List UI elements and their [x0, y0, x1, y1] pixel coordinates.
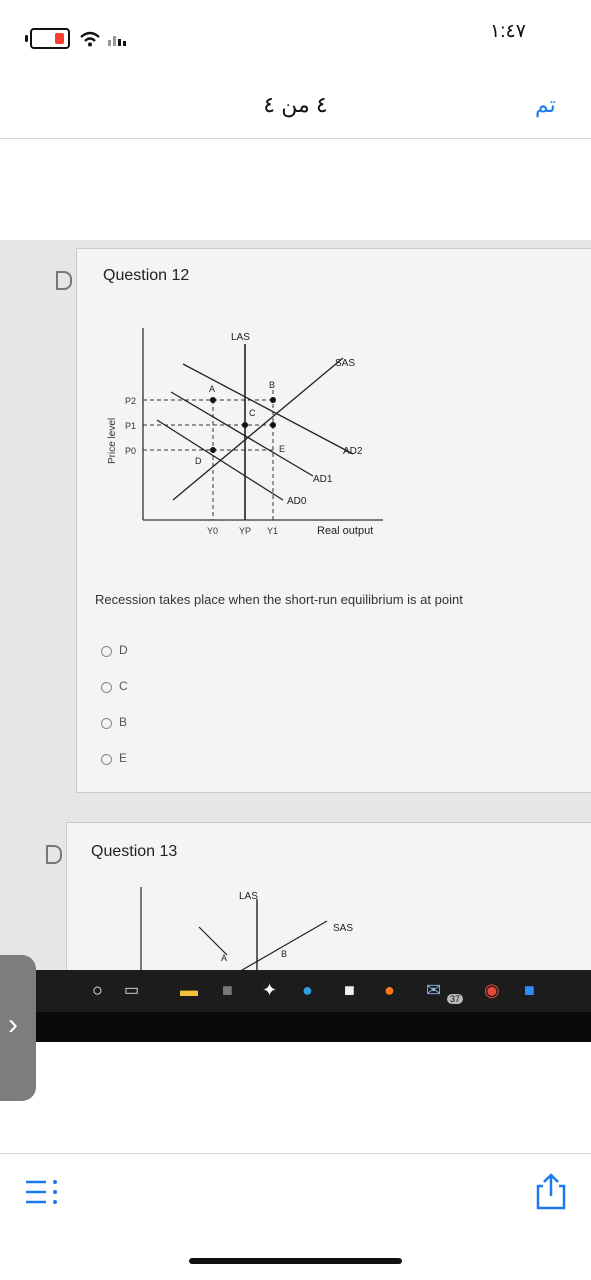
question-12-title: Question 12: [103, 267, 190, 284]
photo-image[interactable]: [0, 240, 591, 1042]
question-12-graph: [87, 304, 427, 539]
point-d-label: D: [195, 456, 202, 466]
ad2-label: AD2: [343, 446, 363, 457]
option-e-radio[interactable]: [101, 754, 112, 765]
nav-divider: [0, 138, 591, 139]
x-tick-y1: Y1: [267, 526, 279, 536]
question-12-prompt: Recession takes place when the short-run equilibrium is at point: [95, 592, 463, 607]
dropbox-icon[interactable]: ✦: [262, 980, 278, 1000]
question-13-graph: [127, 883, 427, 973]
point-a-label: A: [209, 384, 216, 394]
point-b-label: B: [269, 380, 276, 390]
q13-point-b-label: B: [281, 949, 288, 959]
option-d-label[interactable]: D: [119, 643, 128, 657]
battery-tip: [25, 35, 28, 42]
y-tick-p0: P0: [125, 446, 137, 456]
option-b-label[interactable]: B: [119, 715, 128, 729]
done-button[interactable]: تم: [535, 92, 556, 117]
option-b-radio[interactable]: [101, 718, 112, 729]
signal-wifi-icons: [78, 28, 138, 48]
chevron-right-icon[interactable]: ›: [8, 1008, 18, 1041]
toolbar-divider: [0, 1153, 591, 1154]
point-e-label: E: [279, 444, 286, 454]
file-explorer-icon[interactable]: ▬: [180, 980, 198, 1000]
lock-app-icon[interactable]: ■: [344, 980, 355, 1000]
share-icon[interactable]: [534, 1172, 568, 1212]
y-tick-p1: P1: [125, 421, 137, 431]
option-c-label[interactable]: C: [119, 679, 128, 693]
point-c-label: C: [249, 408, 256, 418]
ad1-curve: [171, 392, 313, 476]
q13-point-a-label: A: [221, 953, 228, 963]
home-indicator[interactable]: [189, 1258, 402, 1264]
store-icon[interactable]: ■: [222, 980, 233, 1000]
chrome-icon[interactable]: ◉: [484, 980, 500, 1000]
q13-las-label: LAS: [239, 891, 258, 902]
side-panel-tab[interactable]: [0, 955, 36, 1101]
option-e-label[interactable]: E: [119, 751, 128, 765]
question-12-card: [76, 248, 591, 793]
page-counter-title: ٤ من ٤: [263, 92, 328, 117]
point-b: [270, 397, 276, 403]
ad2-curve: [183, 364, 353, 454]
point-c: [242, 422, 248, 428]
list-icon[interactable]: [24, 1176, 64, 1210]
x-tick-yp: YP: [239, 526, 252, 536]
point-a: [210, 397, 216, 403]
zoom-icon[interactable]: ■: [524, 980, 535, 1000]
battery-icon: [30, 28, 70, 49]
document-icon: [46, 845, 62, 864]
windows-taskbar: [0, 970, 591, 1012]
x-axis-label: Real output: [317, 525, 374, 537]
y-axis-label: Price level: [107, 417, 118, 464]
monitor-bezel: [0, 1012, 591, 1042]
q13-sas-label: SAS: [333, 923, 354, 934]
document-icon: [56, 271, 72, 290]
question-13-title: Question 13: [91, 843, 178, 860]
ad1-label: AD1: [313, 474, 333, 485]
option-c-radio[interactable]: [101, 682, 112, 693]
ad0-curve: [157, 420, 286, 500]
point-d: [210, 447, 216, 453]
x-tick-y0: Y0: [207, 526, 219, 536]
firefox-icon[interactable]: ●: [384, 980, 395, 1000]
task-view-icon[interactable]: ▭: [124, 982, 140, 999]
point-e: [270, 422, 276, 428]
mail-badge: 37: [447, 994, 463, 1004]
option-d-radio[interactable]: [101, 646, 112, 657]
mail-icon[interactable]: ✉: [426, 980, 442, 1000]
y-tick-p2: P2: [125, 396, 137, 406]
status-time: ١:٤٧: [490, 21, 526, 42]
edge-icon[interactable]: ●: [302, 980, 313, 1000]
ad0-label: AD0: [287, 496, 307, 507]
question-13-card: [66, 822, 591, 984]
cortana-search-icon[interactable]: ○: [92, 980, 103, 1000]
las-label: LAS: [231, 332, 250, 343]
sas-label: SAS: [335, 358, 356, 369]
